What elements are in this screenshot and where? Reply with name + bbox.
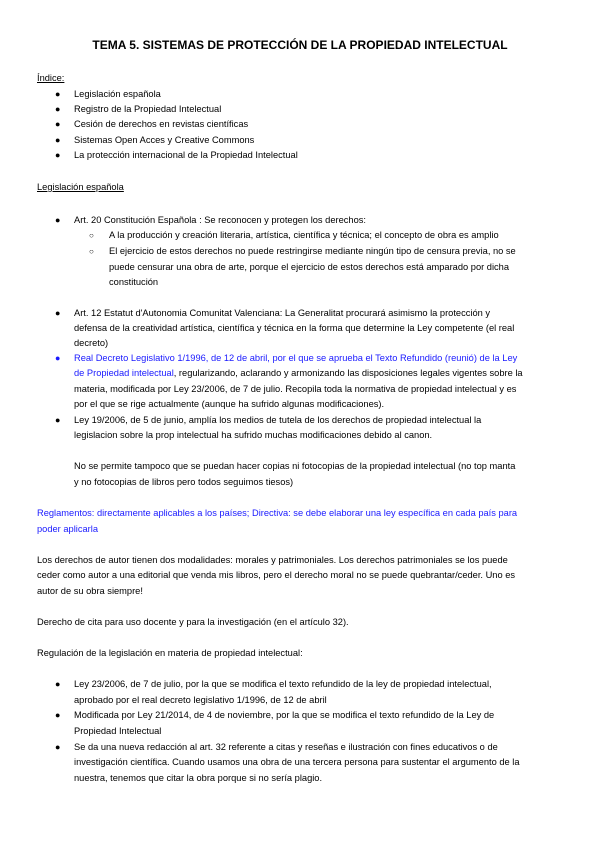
bullet-icon: ● — [55, 415, 61, 425]
bullet-icon: ● — [55, 215, 61, 225]
index-item: Legislación española — [74, 89, 161, 99]
bullet-icon: ● — [55, 119, 61, 129]
derechos-line: ceder como autor a una editorial que venda mis libros, pero el derecho moral no se puede quebrantar/ceder. Uno es — [37, 570, 516, 580]
rdl-line2 — [74, 366, 523, 382]
bullet-icon: ● — [55, 135, 61, 145]
regulacion-item3-line: investigación científica. Cuando usamos una obra de una tercera persona para sustentar el argumento de la — [74, 757, 520, 767]
regulacion-item1-line: aprobado por el real decreto legislativo 1/1996, de 12 de abril — [74, 695, 327, 705]
art20-sub2-line: puede censurar una obra de arte, porque el ejercicio de estos derechos está amparado por dicha — [109, 262, 510, 272]
art20-sub1: A la producción y creación literaria, artística, científica y técnica; el concepto de obra es amplio — [109, 230, 499, 240]
bullet-icon: ● — [55, 710, 61, 720]
art12-line: Art. 12 Estatut d'Autonomia Comunitat Valenciana: La Generalitat procurará asimismo la protección y — [74, 308, 491, 318]
art20-sub2-line: El ejercicio de estos derechos no puede restringirse mediante ningún tipo de censura previa, no se — [109, 246, 516, 256]
regulacion-item3-line: Se da una nueva redacción al art. 32 referente a citas y reseñas e ilustración con fines educativos o de — [74, 742, 498, 752]
index-item: Sistemas Open Acces y Creative Commons — [74, 135, 255, 145]
regulacion-item1-line: Ley 23/2006, de 7 de julio, por la que se modifica el texto refundido de la ley de propiedad intelectual, — [74, 679, 492, 689]
bullet-icon: ● — [55, 150, 61, 160]
nocopias-line: y no fotocopias de libros pero todos seguimos tiesos) — [74, 477, 294, 487]
index-heading: Índice: — [37, 73, 65, 83]
index-item: Registro de la Propiedad Intelectual — [74, 104, 222, 114]
bullet-icon: ● — [55, 89, 61, 99]
ley19-line: legislacion sobre la prop intelectual ha sufrido muchas modificaciones debido al canon. — [74, 430, 433, 440]
reglamentos-line: Reglamentos: directamente aplicables a los países; Directiva: se debe elaborar una ley específica en cada país para — [37, 508, 518, 518]
bullet-icon: ● — [55, 679, 61, 689]
derecho-cita: Derecho de cita para uso docente y para la investigación (en el artículo 32). — [37, 617, 349, 627]
art20-sub2-line: constitución — [109, 277, 159, 287]
regulacion-item3-line: nuestra, tenemos que citar la obra porque si no sería plagio. — [74, 773, 323, 783]
regulacion-heading: Regulación de la legislación en materia de propiedad intelectual: — [37, 648, 303, 658]
art12-line: decreto) — [74, 338, 109, 348]
rdl-link-continued[interactable]: de Propiedad intelectual — [74, 368, 174, 378]
derechos-line: Los derechos de autor tienen dos modalidades: morales y patrimoniales. Los derechos patrimoniales se los puede — [37, 555, 508, 565]
nocopias-line: No se permite tampoco que se puedan hacer copias ni fotocopias de la propiedad intelectual (no top manta — [74, 461, 516, 471]
section-heading-legislacion: Legislación española — [37, 182, 124, 192]
index-item: Cesión de derechos en revistas científicas — [74, 119, 249, 129]
rdl-link[interactable]: Real Decreto Legislativo 1/1996, de 12 de abril, por el que se aprueba el Texto Refundido (reunió) de la Ley — [74, 353, 518, 363]
rdl-line: materia, modificada por Ley 23/2006, de 7 de julio. Recopila toda la normativa de propiedad intelectual y es — [74, 384, 517, 394]
rdl-line2-rest: , regularizando, aclarando y armonizando las disposiciones legales vigentes sobre la — [173, 368, 523, 378]
art12-line: defensa de la creatividad artística, científica y técnica en la forma que determine la Ley competente (el real — [74, 323, 515, 333]
bullet-icon: ● — [55, 742, 61, 752]
rdl-line: por el que se rige actualmente (aunque ha sufrido algunas modificaciones). — [74, 399, 385, 409]
bullet-icon: ● — [55, 308, 61, 318]
regulacion-item2-line: Modificada por Ley 21/2014, de 4 de noviembre, por la que se modifica el texto refundido de la Ley de — [74, 710, 495, 720]
circle-bullet-icon: ○ — [89, 231, 94, 240]
page-title: TEMA 5. SISTEMAS DE PROTECCIÓN DE LA PROPIEDAD INTELECTUAL — [92, 38, 508, 52]
ley19-line: Ley 19/2006, de 5 de junio, amplía los medios de tutela de los derechos de propiedad intelectual la — [74, 415, 482, 425]
bullet-icon: ● — [55, 104, 61, 114]
art20-text: Art. 20 Constitución Española : Se reconocen y protegen los derechos: — [74, 215, 366, 225]
circle-bullet-icon: ○ — [89, 247, 94, 256]
derechos-line: autor de su obra siempre! — [37, 586, 143, 596]
index-item: La protección internacional de la Propiedad Intelectual — [74, 150, 298, 160]
bullet-icon: ● — [55, 353, 61, 363]
reglamentos-line: poder aplicarla — [37, 524, 98, 534]
regulacion-item2-line: Propiedad Intelectual — [74, 726, 162, 736]
